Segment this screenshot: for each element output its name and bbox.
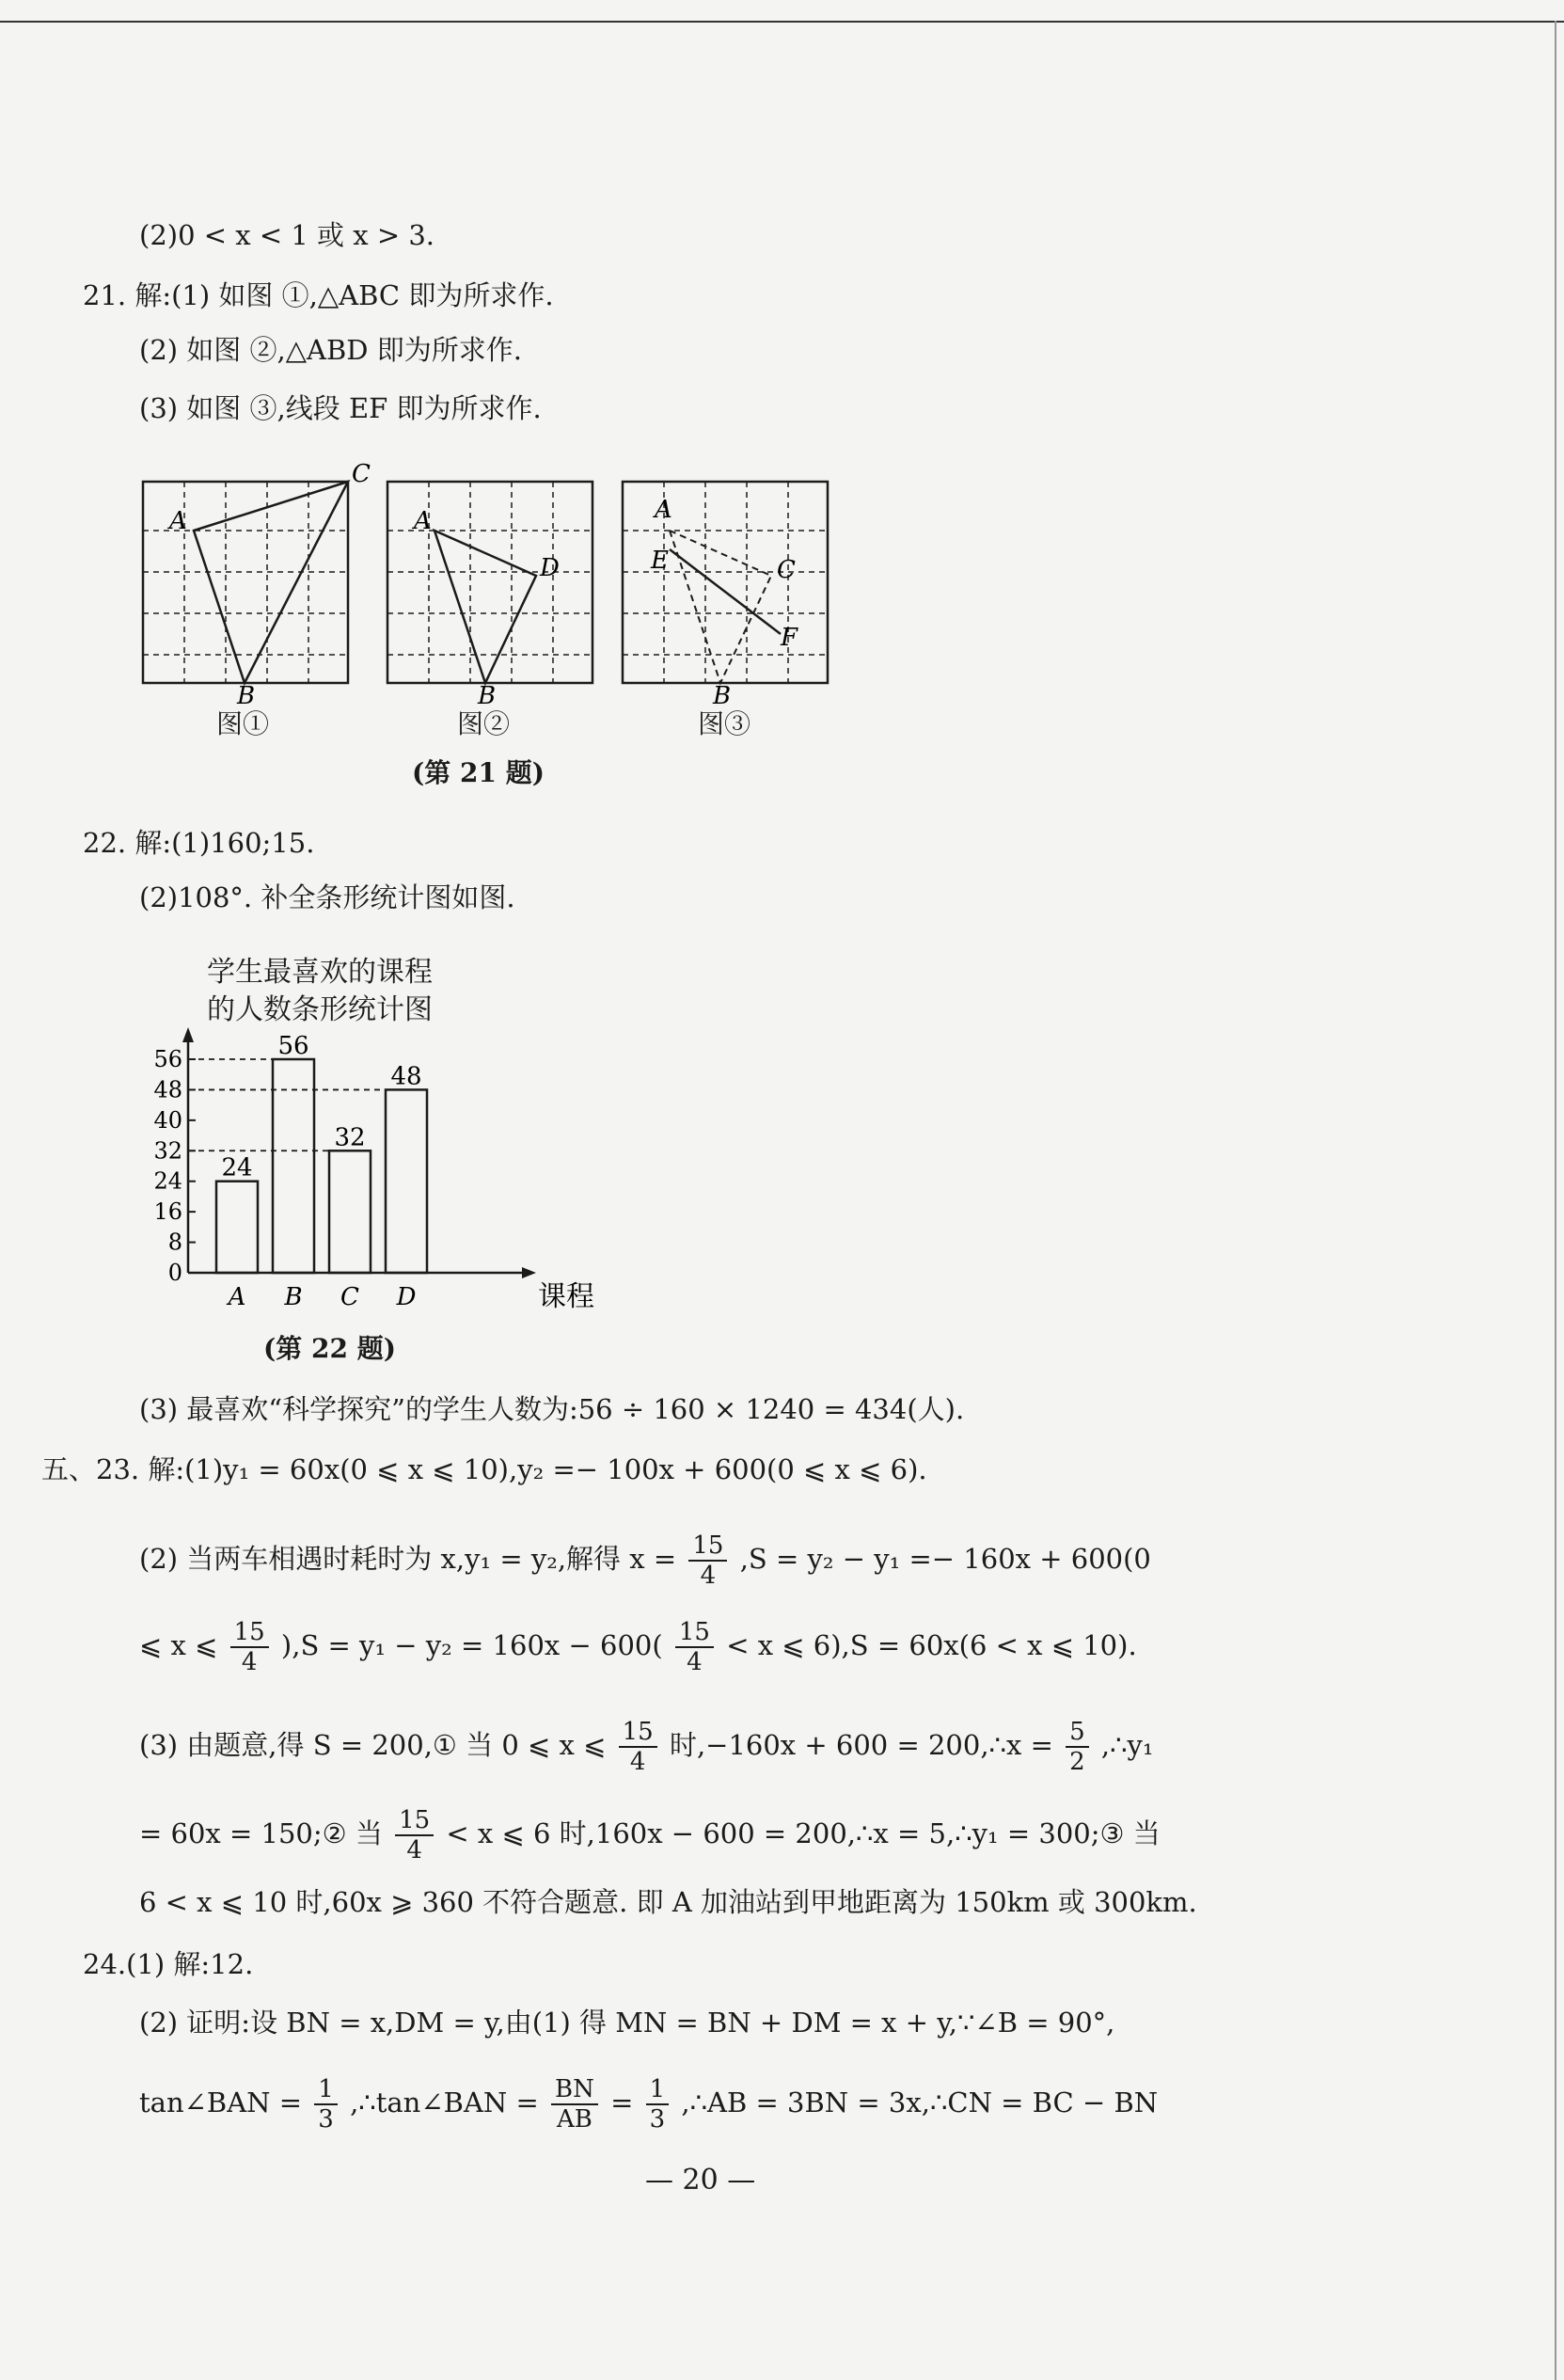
q23-p3-l1-a: (3) 由题意,得 S = 200,① 当 0 ⩽ x ⩽: [139, 1729, 607, 1761]
q24-line3: [139, 2075, 1158, 2134]
q22-head: 22. 解:(1)160;15.: [83, 827, 315, 859]
fig1-point-c: C: [352, 460, 371, 488]
frac-15-over-4: $\frac{15}{4}$: [688, 1531, 727, 1590]
q23-part3-line2: [139, 1806, 1161, 1864]
q21-figure-1: [132, 460, 371, 710]
q24-l3-c: =: [610, 2086, 634, 2118]
q23-part3-line1: [139, 1718, 1154, 1776]
chart-category-label: D: [396, 1283, 417, 1311]
chart-data-label: 56: [277, 1032, 309, 1060]
fig1-triangle-abc: [194, 482, 348, 683]
q21-caption: (第 21 题): [412, 757, 545, 788]
fig1-point-a: A: [169, 507, 187, 535]
fig3-point-a: A: [655, 496, 672, 524]
chart-title-line-1: 学生最喜欢的课程: [207, 956, 433, 989]
q23-p2-l1-a: (2) 当两车相遇时耗时为 x,y₁ = y₂,解得 x =: [139, 1543, 677, 1575]
q23-part2-line2: [139, 1618, 1137, 1676]
fig3-grid: [623, 482, 828, 683]
chart-x-label: 课程: [538, 1280, 594, 1313]
q23-p2-l2-b: ),S = y₁ − y₂ = 160x − 600(: [280, 1629, 663, 1661]
q24-head: 24.(1) 解:12.: [83, 1948, 254, 1980]
chart-y-tick-label: 48: [153, 1076, 182, 1103]
chart-y-tick-label: 8: [167, 1229, 182, 1256]
q23-p3-l2-b: < x ⩽ 6 时,160x − 600 = 200,∴x = 5,∴y₁ = 300;③ 当: [446, 1817, 1161, 1849]
fig3-point-c: C: [777, 556, 796, 584]
fig2-point-a: A: [414, 507, 432, 535]
chart-category-label: B: [284, 1283, 303, 1311]
fig3-frame: [623, 482, 828, 683]
chart-data-label: 32: [334, 1123, 366, 1152]
chart-y-tick-label: 56: [153, 1046, 182, 1072]
q22-caption: (第 22 题): [263, 1333, 396, 1364]
fig1-label: 图①: [216, 708, 270, 739]
chart-category-label: C: [340, 1283, 359, 1311]
page-right-border: [1555, 21, 1556, 2380]
q24-l3-a: tan∠BAN =: [139, 2086, 303, 2118]
q23-p2-l2-a: ⩽ x ⩽: [139, 1629, 218, 1661]
fig1-point-b: B: [237, 682, 256, 710]
chart-data-label: 24: [221, 1153, 253, 1182]
q23-part3-line3: 6 < x ⩽ 10 时,60x ⩾ 360 不符合题意. 即 A 加油站到甲地距离为 150km 或 300km.: [139, 1886, 1197, 1918]
fig3-point-f: F: [781, 624, 798, 652]
q24-part2: (2) 证明:设 BN = x,DM = y,由(1) 得 MN = BN + DM = x + y,∵∠B = 90°,: [139, 2007, 1115, 2039]
chart-bar-C: [329, 1150, 371, 1273]
chart-y-tick-label: 16: [153, 1198, 182, 1226]
q22-part3: (3) 最喜欢“科学探究”的学生人数为:56 ÷ 160 × 1240 = 434(人).: [139, 1393, 965, 1425]
fig2-label: 图②: [457, 708, 511, 739]
q23-p3-l2-a: = 60x = 150;② 当: [139, 1817, 383, 1849]
chart-x-arrow: [522, 1267, 536, 1278]
frac-5-over-2: $\frac{5}{2}$: [1066, 1718, 1089, 1776]
chart-y-ticks: [153, 1046, 196, 1286]
frac-1-over-3: $\frac{1}{3}$: [646, 2075, 670, 2134]
chart-data-label: 48: [390, 1062, 422, 1091]
fig2-point-b: B: [478, 682, 497, 710]
q21-figure-2: [376, 461, 611, 710]
q23-part2-line1: [139, 1531, 1151, 1590]
q23-p2-l1-b: ,S = y₂ − y₁ =− 160x + 600(0: [739, 1543, 1151, 1575]
q20-part2: (2)0 < x < 1 或 x > 3.: [139, 219, 435, 251]
frac-15-over-4: $\frac{15}{4}$: [675, 1618, 714, 1676]
chart-bar-B: [273, 1059, 314, 1273]
frac-1-over-3: $\frac{1}{3}$: [314, 2075, 338, 2134]
fig3-point-e: E: [651, 547, 669, 575]
frac-15-over-4: $\frac{15}{4}$: [619, 1718, 657, 1776]
q22-bar-chart: [132, 1025, 594, 1326]
chart-y-tick-label: 24: [153, 1167, 182, 1195]
frac-bn-over-ab: $\frac{BN}{AB}$: [551, 2075, 598, 2134]
page-number: — 20 —: [645, 2164, 756, 2197]
fig2-triangle-abd: [434, 531, 536, 683]
q24-l3-d: ,∴AB = 3BN = 3x,∴CN = BC − BN: [681, 2086, 1159, 2118]
page-top-border: [0, 21, 1564, 23]
chart-bar-D: [386, 1089, 427, 1273]
q21-part2: (2) 如图 ②,△ABD 即为所求作.: [139, 334, 522, 366]
frac-15-over-4: $\frac{15}{4}$: [230, 1618, 269, 1676]
chart-y-arrow: [182, 1027, 194, 1042]
chart-bars: [216, 1032, 427, 1311]
frac-15-over-4: $\frac{15}{4}$: [395, 1806, 434, 1864]
q23-p3-l1-b: 时,−160x + 600 = 200,∴x =: [669, 1729, 1053, 1761]
chart-category-label: A: [228, 1283, 246, 1311]
q21-figure-3: [611, 461, 846, 710]
q22-part2: (2)108°. 补全条形统计图如图.: [139, 881, 515, 913]
q21-head: 21. 解:(1) 如图 ①,△ABC 即为所求作.: [83, 279, 554, 311]
chart-y-tick-label: 40: [153, 1106, 182, 1134]
fig3-point-b: B: [713, 682, 732, 710]
q23-p2-l2-c: < x ⩽ 6),S = 60x(6 < x ⩽ 10).: [726, 1629, 1137, 1661]
q21-part3: (3) 如图 ③,线段 EF 即为所求作.: [139, 392, 542, 424]
q23-p3-l1-c: ,∴y₁: [1100, 1729, 1154, 1761]
q23-head: 五、23. 解:(1)y₁ = 60x(0 ⩽ x ⩽ 10),y₂ =− 100x + 600(0 ⩽ x ⩽ 6).: [41, 1453, 927, 1485]
chart-y-tick-label: 32: [153, 1137, 182, 1165]
q24-l3-b: ,∴tan∠BAN =: [350, 2086, 539, 2118]
fig2-point-d: D: [540, 554, 560, 582]
chart-bar-A: [216, 1182, 258, 1273]
chart-y-tick-label: 0: [167, 1260, 182, 1286]
fig3-dashed-triangle: [670, 531, 771, 683]
fig3-label: 图③: [698, 708, 751, 739]
chart-title-line-2: 的人数条形统计图: [207, 993, 433, 1026]
